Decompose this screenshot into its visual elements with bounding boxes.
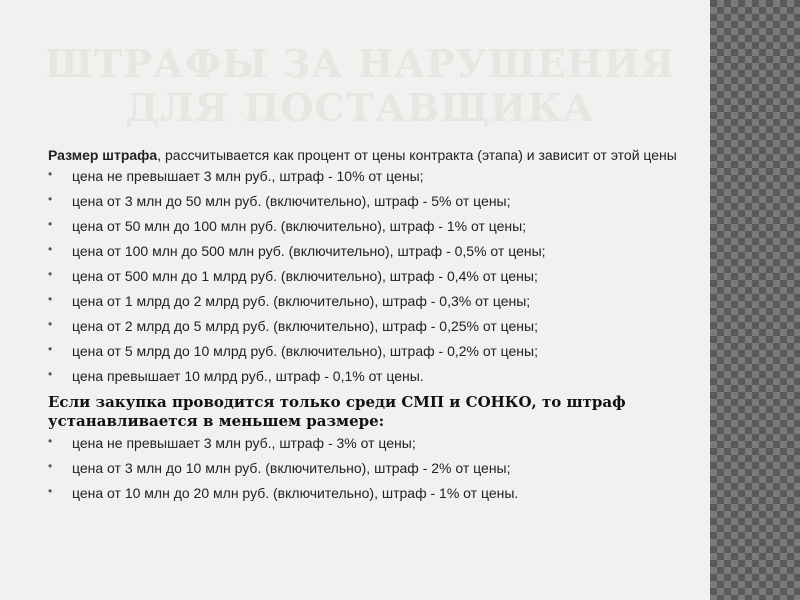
- smp-penalty-list: [48, 435, 678, 501]
- smp-heading: Если закупка проводится только среди СМП и СОНКО, то штраф устанавливается в меньшем размере:: [48, 393, 626, 430]
- list-item: [48, 293, 678, 309]
- bullet-icon: •: [48, 192, 53, 206]
- list-item-text: цена от 3 млн до 10 млн руб. (включительно), штраф - 2% от цены;: [72, 460, 511, 476]
- bullet-icon: •: [48, 459, 53, 473]
- bullet-icon: •: [48, 167, 53, 181]
- list-item: [48, 268, 678, 284]
- list-item: [48, 343, 678, 359]
- list-item-text: цена от 3 млн до 50 млн руб. (включительно), штраф - 5% от цены;: [72, 193, 511, 209]
- intro-paragraph: [48, 147, 678, 164]
- bullet-icon: •: [48, 267, 53, 281]
- list-item: [48, 243, 678, 259]
- bullet-icon: •: [48, 317, 53, 331]
- bullet-icon: •: [48, 367, 53, 381]
- list-item-text: цена не превышает 3 млн руб., штраф - 3% от цены;: [72, 435, 416, 451]
- intro-text: , рассчитывается как процент от цены контракта (этапа) и зависит от этой цены: [157, 147, 677, 163]
- bullet-icon: •: [48, 434, 53, 448]
- list-item-text: цена от 50 млн до 100 млн руб. (включительно), штраф - 1% от цены;: [72, 218, 527, 234]
- list-item-text: цена от 2 млрд до 5 млрд руб. (включительно), штраф - 0,25% от цены;: [72, 318, 538, 334]
- list-item: [48, 485, 678, 501]
- bullet-icon: •: [48, 292, 53, 306]
- list-item: [48, 368, 678, 384]
- list-item-text: цена от 10 млн до 20 млн руб. (включительно), штраф - 1% от цены.: [72, 485, 519, 501]
- list-item: [48, 218, 678, 234]
- intro-bold-text: Размер штрафа: [48, 147, 158, 163]
- list-item-text: цена не превышает 3 млн руб., штраф - 10% от цены;: [72, 168, 424, 184]
- list-item: [48, 460, 678, 476]
- list-item-text: цена превышает 10 млрд руб., штраф - 0,1% от цены.: [72, 368, 424, 384]
- decorative-pattern-bar: [710, 0, 800, 600]
- slide-title: ШТРАФЫ ЗА НАРУШЕНИЯ ДЛЯ ПОСТАВЩИКА: [44, 41, 676, 130]
- list-item: [48, 193, 678, 209]
- penalty-list: [48, 168, 678, 384]
- list-item: [48, 318, 678, 334]
- bullet-icon: •: [48, 242, 53, 256]
- list-item: [48, 168, 678, 184]
- list-item-text: цена от 500 млн до 1 млрд руб. (включительно), штраф - 0,4% от цены;: [72, 268, 538, 284]
- list-item-text: цена от 100 млн до 500 млн руб. (включительно), штраф - 0,5% от цены;: [72, 243, 546, 259]
- slide-content: [48, 147, 678, 501]
- list-item: [48, 435, 678, 451]
- list-item-text: цена от 1 млрд до 2 млрд руб. (включительно), штраф - 0,3% от цены;: [72, 293, 531, 309]
- bullet-icon: •: [48, 217, 53, 231]
- list-item-text: цена от 5 млрд до 10 млрд руб. (включительно), штраф - 0,2% от цены;: [72, 343, 538, 359]
- bullet-icon: •: [48, 342, 53, 356]
- bullet-icon: •: [48, 484, 53, 498]
